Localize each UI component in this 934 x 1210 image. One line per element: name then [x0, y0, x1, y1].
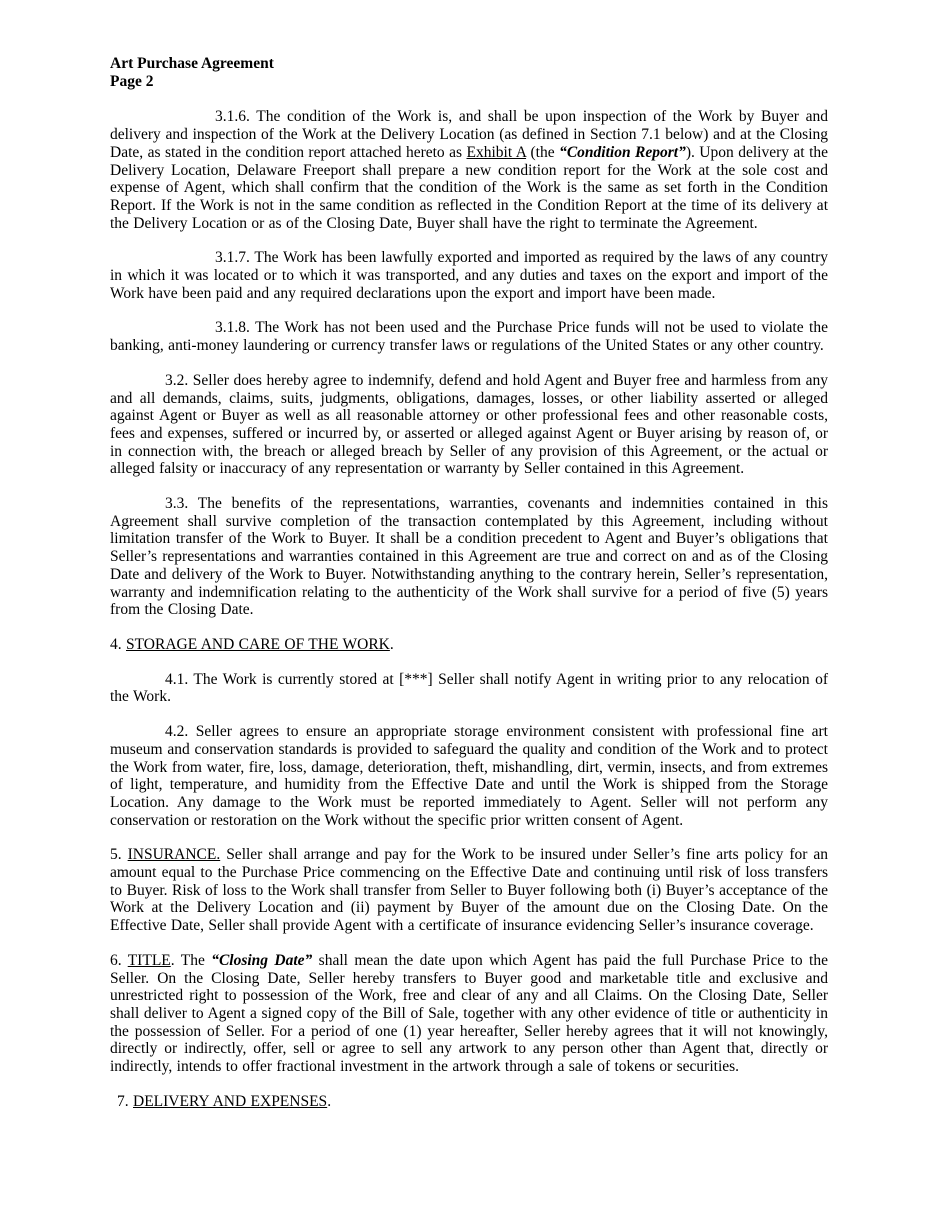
underline-title-heading: TITLE — [127, 951, 171, 969]
underline-insurance-heading: INSURANCE. — [127, 846, 221, 864]
text-run: . — [327, 1092, 332, 1110]
underline-storage-heading: STORAGE AND CARE OF THE WORK — [126, 635, 390, 653]
clause-3-2 — [110, 372, 828, 478]
text-run: . — [389, 635, 394, 653]
text-run: 7. — [117, 1092, 133, 1110]
term-condition-report: “Condition Report” — [559, 143, 686, 161]
document-title: Art Purchase Agreement — [110, 55, 274, 72]
clause-4-1 — [110, 671, 828, 706]
section-6-title — [110, 952, 828, 1076]
text-run: 3.1.8. The Work has not been used and the Purchase Price funds will not be used to violate the banking, anti-money laundering or currency transfer laws or regulations of the United States or any other country. — [110, 319, 828, 355]
underline-exhibit-a: Exhibit A — [466, 143, 527, 161]
text-run: . The — [170, 951, 212, 969]
section-5-insurance — [110, 846, 828, 935]
text-run: 3.2. Seller does hereby agree to indemnify, defend and hold Agent and Buyer free and harmless from any and all demands, claims, suits, judgments, obligations, damages, losses, or other liability asserted or alleged against Agent or Buyer as well as all reasonable attorney or other professional fees and other reasonable costs, fees and expenses, suffered or incurred by, or asserted or alleged against Agent or Buyer arising by reason of, or in connection with, the breach or alleged breach by Seller of any provision of this Agreement, or the actual or alleged falsity or inaccuracy of any representation or warranty by Seller contained in this Agreement. — [110, 371, 828, 478]
text-run: shall mean the date upon which Agent has paid the full Purchase Price to the Seller. On the Closing Date, Seller hereby transfers to Buyer good and marketable title and exclusive and unrestricted right to possession of the Work, free and clear of any and all Claims. On the Closing Date, Seller shall deliver to Agent a signed copy of the Bill of Sale, together with any other evidence of title or authenticity in the possession of Seller. For a period of one (1) year hereafter, Seller hereby agrees that it will not knowingly, directly or indirectly, offer, sell or agree to sell any artwork to any person other than Agent that, directly or indirectly, intends to offer fractional investment in the artwork through a sale of tokens or securities. — [110, 951, 828, 1076]
text-run: 4. — [110, 635, 126, 653]
text-run: (the — [526, 143, 560, 161]
clause-3-1-7 — [110, 249, 828, 302]
text-run: 5. — [110, 846, 128, 864]
underline-delivery-heading: DELIVERY AND EXPENSES — [133, 1092, 328, 1110]
text-run: 4.2. Seller agrees to ensure an appropriate storage environment consistent with professional fine art museum and conservation standards is provided to safeguard the quality and condition of the Work and to protect the Work from water, fire, loss, damage, deterioration, theft, mishandling, dirt, vermin, insects, and from extremes of light, temperature, and humidity from the Effective Date and until the Work is shipped from the Storage Location. Any damage to the Work must be reported immediately to Agent. Seller will not perform any conservation or restoration on the Work without the specific prior written consent of Agent. — [110, 723, 828, 829]
text-run: 3.3. The benefits of the representations, warranties, covenants and indemnities contained in this Agreement shall survive completion of the transaction contemplated by this Agreement, including without limitation transfer of the Work to Buyer. It shall be a condition precedent to Agent and Buyer’s obligations that Seller’s representations and warranties contained in this Agreement are true and correct on and as of the Closing Date and delivery of the Work to Buyer. Notwithstanding anything to the contrary herein, Seller’s representation, warranty and indemnification relating to the authenticity of the Work shall survive for a period of five (5) years from the Closing Date. — [110, 495, 828, 619]
clause-3-1-6 — [110, 108, 828, 232]
text-run: 3.1.6. The condition of the Work is, and shall be upon inspection of the Work by Buyer and delivery and inspection of the Work at the Delivery Location (as defined in Section 7.1 below) and at the Closing Date, as stated in the condition report attached hereto as — [110, 108, 828, 161]
clause-3-3 — [110, 495, 828, 619]
text-run: Seller shall arrange and pay for the Work to be insured under Seller’s fine arts policy for an amount equal to the Purchase Price commencing on the Effective Date and continuing until risk of loss transfers to Buyer. Risk of loss to the Work shall transfer from Seller to Buyer following both (i) Buyer’s acceptance of the Work at the Delivery Location and (ii) payment by Buyer of the amount due on the Closing Date. On the Effective Date, Seller shall provide Agent with a certificate of insurance evidencing Seller’s insurance coverage. — [110, 846, 829, 935]
clause-4-2 — [110, 723, 828, 829]
section-7-heading — [110, 1093, 828, 1111]
text-run: 3.1.7. The Work has been lawfully exported and imported as required by the laws of any country in which it was located or to which it was transported, and any duties and taxes on the export and import of the Work have been paid and any required declarations upon the export and import have been made. — [110, 249, 828, 302]
document-header — [110, 55, 828, 91]
term-closing-date: “Closing Date” — [211, 951, 313, 969]
text-run: 6. — [110, 951, 128, 969]
text-run: 4.1. The Work is currently stored at [***] Seller shall notify Agent in writing prior to any relocation of the Work. — [110, 670, 828, 706]
text-run: ). Upon delivery at the Delivery Location, Delaware Freeport shall prepare a new condition report for the Work at the sole cost and expense of Agent, which shall confirm that the condition of the Work is the same as set forth in the Condition Report. If the Work is not in the same condition as reflected in the Condition Report at the time of its delivery at the Delivery Location or as of the Closing Date, Buyer shall have the right to terminate the Agreement. — [110, 143, 828, 232]
section-4-heading — [110, 636, 828, 654]
clause-3-1-8 — [110, 319, 828, 354]
page-number: Page 2 — [110, 73, 154, 91]
